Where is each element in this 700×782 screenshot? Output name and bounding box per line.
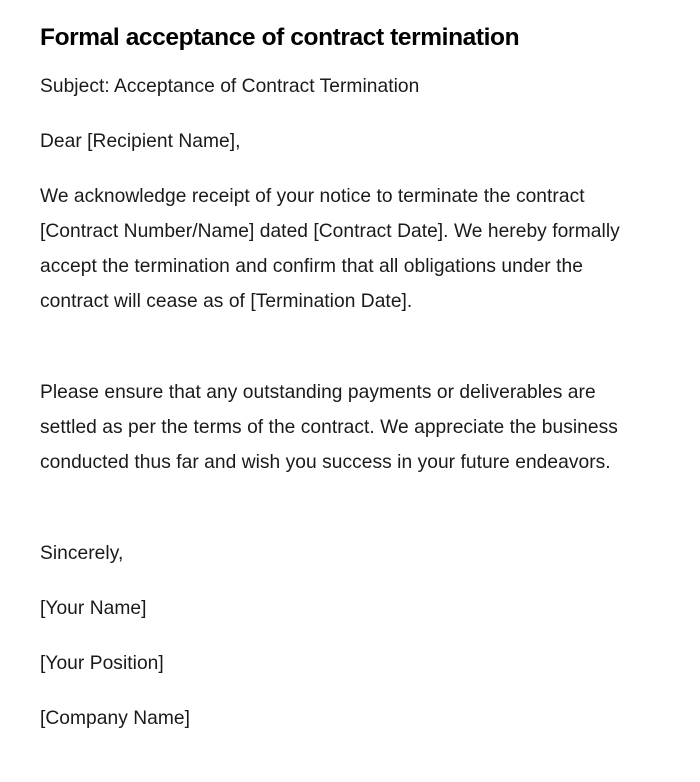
body-paragraph-settlement: Please ensure that any outstanding payments or deliverables are settled as per the terms of the contract. We appreciate the business conducted thus far and wish you success in your future endeavors. — [40, 382, 618, 473]
salutation: Dear [Recipient Name], — [40, 131, 241, 152]
closing: Sincerely, — [40, 543, 124, 564]
signature-company: [Company Name] — [40, 708, 190, 729]
body-paragraph-acknowledgement: We acknowledge receipt of your notice to terminate the contract [Contract Number/Name] dated [Contract Date]. We hereby formally accept the termination and confirm that all obligations under the contract will cease as of [Termination Date]. — [40, 186, 620, 312]
signature-name: [Your Name] — [40, 598, 147, 619]
signature-position: [Your Position] — [40, 653, 164, 674]
subject-line: Subject: Acceptance of Contract Termination — [40, 76, 420, 97]
document-title: Formal acceptance of contract termination — [40, 24, 520, 51]
